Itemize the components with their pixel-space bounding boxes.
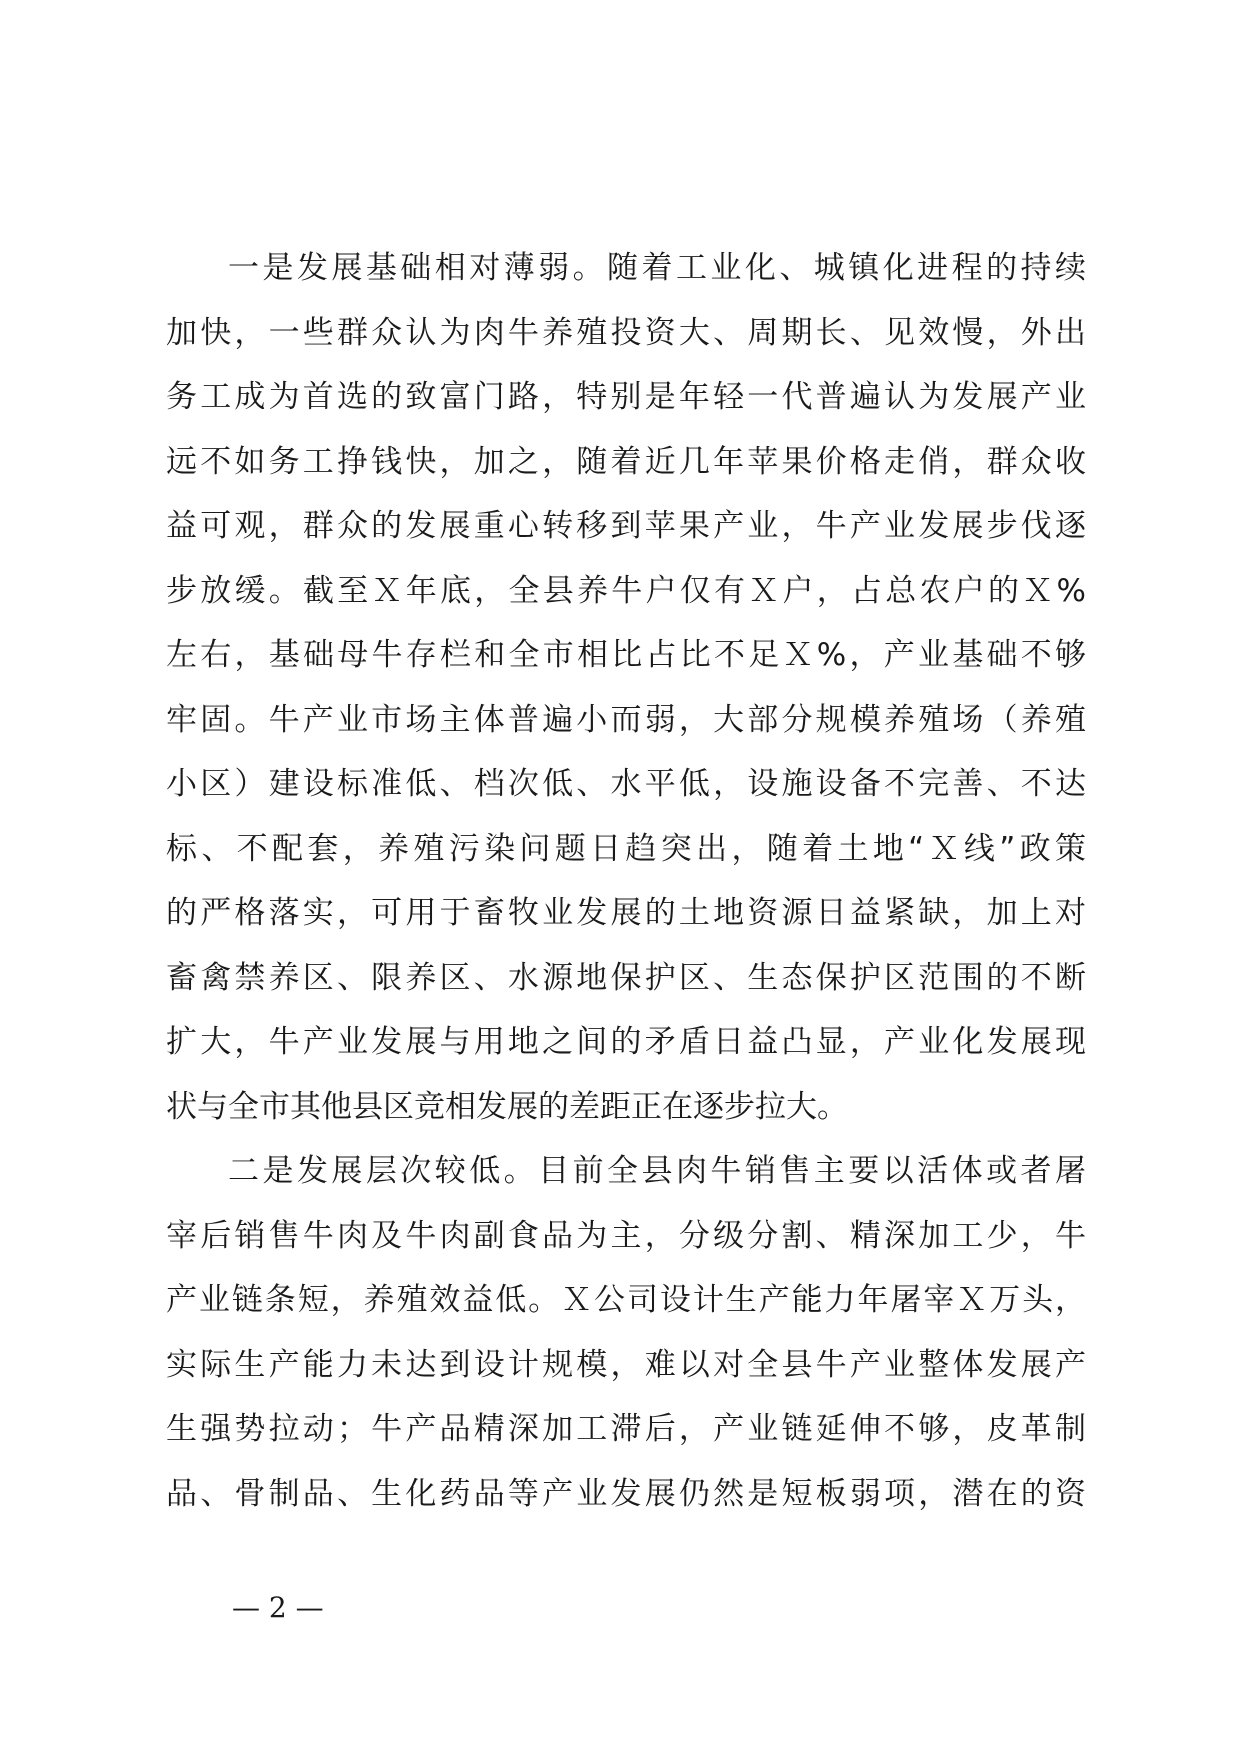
page-number: — 2 —: [232, 1591, 324, 1624]
paragraph-1-line-8: 牢固。牛产业市场主体普遍小而弱，大部分规模养殖场（养殖: [166, 701, 1086, 738]
paragraph-1-line-5: 益可观，群众的发展重心转移到苹果产业，牛产业发展步伐逐: [166, 508, 1086, 544]
paragraph-2-line-3: 产业链条短，养殖效益低。Ｘ公司设计生产能力年屠宰Ｘ万头，: [166, 1282, 1086, 1318]
paragraph-1-line-13: 扩大，牛产业发展与用地之间的矛盾日益凸显，产业化发展现: [166, 1024, 1086, 1060]
paragraph-1-line-3: 务工成为首选的致富门路，特别是年轻一代普遍认为发展产业: [166, 379, 1086, 415]
paragraph-2-line-4: 实际生产能力未达到设计规模，难以对全县牛产业整体发展产: [166, 1346, 1086, 1383]
paragraph-1-line-1: 一是发展基础相对薄弱。随着工业化、城镇化进程的持续: [228, 250, 1086, 286]
paragraph-1-line-6: 步放缓。截至Ｘ年底，全县养牛户仅有Ｘ户，占总农户的Ｘ%: [166, 572, 1086, 609]
paragraph-2-line-2: 宰后销售牛肉及牛肉副食品为主，分级分割、精深加工少，牛: [166, 1217, 1086, 1254]
paragraph-2-line-6: 品、骨制品、生化药品等产业发展仍然是短板弱项，潜在的资: [166, 1475, 1086, 1512]
document-body: [166, 236, 1086, 1526]
paragraph-1-line-9: 小区）建设标准低、档次低、水平低，设施设备不完善、不达: [166, 766, 1086, 802]
paragraph-1-line-7: 左右，基础母牛存栏和全市相比占比不足Ｘ%，产业基础不够: [166, 637, 1086, 673]
paragraph-1-line-11: 的严格落实，可用于畜牧业发展的土地资源日益紧缺，加上对: [166, 895, 1086, 931]
paragraph-1-line-2: 加快，一些群众认为肉牛养殖投资大、周期长、见效慢，外出: [166, 314, 1086, 351]
paragraph-1-line-14: 状与全市其他县区竞相发展的差距正在逐步拉大。: [166, 1088, 848, 1125]
paragraph-1-line-12: 畜禽禁养区、限养区、水源地保护区、生态保护区范围的不断: [166, 959, 1086, 996]
paragraph-2-line-5: 生强势拉动；牛产品精深加工滞后，产业链延伸不够，皮革制: [166, 1411, 1086, 1447]
paragraph-2-line-1: 二是发展层次较低。目前全县肉牛销售主要以活体或者屠: [228, 1153, 1086, 1189]
paragraph-1-line-10: 标、不配套，养殖污染问题日趋突出，随着土地“Ｘ线”政策: [166, 830, 1086, 867]
paragraph-1-line-4: 远不如务工挣钱快，加之，随着近几年苹果价格走俏，群众收: [166, 443, 1086, 480]
